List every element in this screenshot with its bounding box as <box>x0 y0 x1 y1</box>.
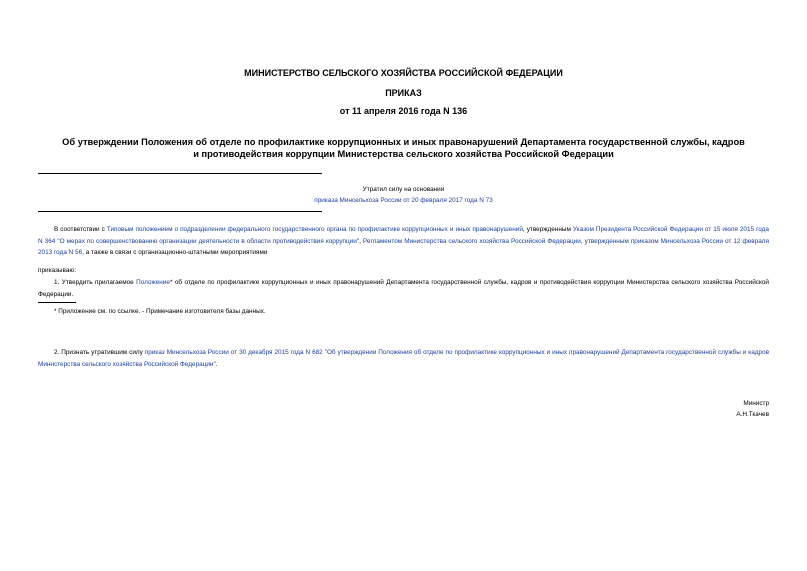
link-revoked-order[interactable]: приказ Минсельхоза России от 30 декабря 2015 года N 682 "Об утверждении Положения об отделе по профилактике коррупционных и иных правонарушений Департамента государственной службы и кадров Министерства сельского хозяйства Российской Федерации" <box>38 349 770 368</box>
item-1-text-1: 1. Утвердить прилагаемое <box>54 279 134 286</box>
signature-name: А.Н.Ткачев <box>736 411 769 418</box>
preamble-text-3: , <box>359 237 361 245</box>
preamble-text-2: , утвержденным <box>522 226 571 233</box>
separator-line-top <box>38 173 322 174</box>
item-1-text-2: * об отделе по профилактике коррупционных и иных правонарушений Департамента государственной службы, кадров и противодействия коррупции Министерства сельского хозяйства Российской Федерации. <box>38 279 769 298</box>
order-word: приказываю: <box>38 267 76 274</box>
preamble-text-4: , а также в связи с организационно-штатными мероприятиями <box>82 249 268 256</box>
link-regulation-document[interactable]: Положение <box>136 279 170 286</box>
item-2-paragraph <box>38 347 769 370</box>
ministry-heading: МИНИСТЕРСТВО СЕЛЬСКОГО ХОЗЯЙСТВА РОССИЙСКОЙ ФЕДЕРАЦИИ <box>244 68 563 78</box>
footnote: * Приложение см. по ссылке. - Примечание изготовителя базы данных. <box>54 308 266 315</box>
date-number-heading: от 11 апреля 2016 года N 136 <box>339 106 468 116</box>
link-ministry-regulation[interactable]: Регламентом Министерства сельского хозяйства Российской Федерации, утвержденным приказом Минсельхоза России от 12 февраля 2013 года N 56 <box>38 237 769 256</box>
status-line: Утратил силу на основании <box>362 186 445 193</box>
preamble-paragraph <box>38 224 769 259</box>
status-link[interactable]: приказа Минсельхоза России от 20 февраля 2017 года N 73 <box>314 197 493 204</box>
item-1-paragraph <box>38 277 769 300</box>
link-presidential-decree[interactable]: Указом Президента Российской Федерации от 15 июля 2015 года N 364 "О мерах по совершенствованию организации деятельности в области противодействия коррупции" <box>38 226 769 245</box>
item-2-text-1: 2. Признать утратившим силу <box>54 349 143 356</box>
item-2-text-2: . <box>215 360 218 368</box>
document-title: Об утверждении Положения об отделе по профилактике коррупционных и иных правонарушений Департамента государственной службы, кадров и противодействия коррупции Министерства сельского хозяйства Российской Федерации <box>62 137 745 159</box>
footnote-rule <box>38 302 76 303</box>
preamble-text-1: В соответствии с <box>54 226 105 233</box>
link-typical-regulation[interactable]: Типовым положением о подразделении федерального государственного органа по профилактике коррупционных и иных правонарушений <box>106 226 523 233</box>
signature-position: Министр <box>743 400 769 407</box>
doc-type-heading: ПРИКАЗ <box>385 88 422 98</box>
separator-line-bottom <box>38 211 322 212</box>
